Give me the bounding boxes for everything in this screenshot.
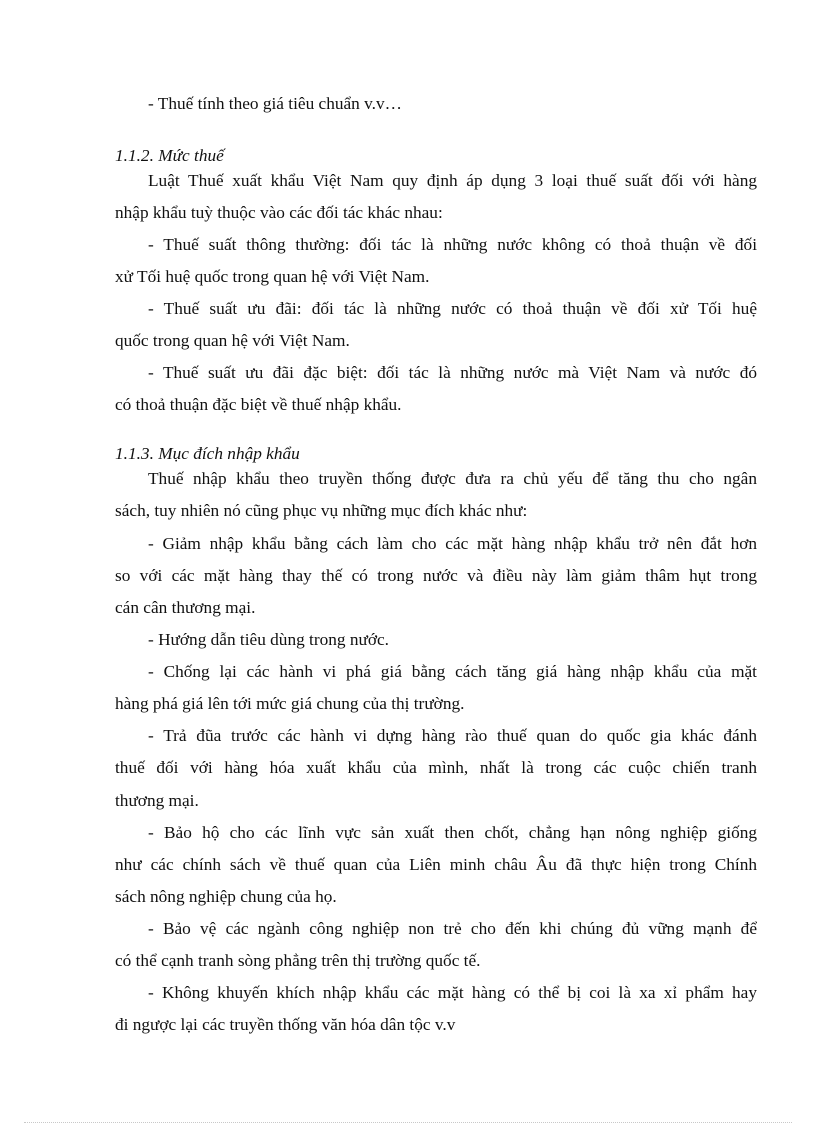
paragraph-line: sách, tuy nhiên nó cũng phục vụ những mục đích khác như: <box>115 501 528 520</box>
paragraph-line: xử Tối huệ quốc trong quan hệ với Việt Nam. <box>115 267 430 286</box>
paragraph-line: Luật Thuế xuất khẩu Việt Nam quy định áp dụng 3 loại thuế suất đối với hàng <box>148 171 757 190</box>
section-heading-1-1-2: 1.1.2. Mức thuế <box>115 146 224 165</box>
section-heading-1-1-3: 1.1.3. Mục đích nhập khẩu <box>115 444 300 463</box>
paragraph-line: sách nông nghiệp chung của họ. <box>115 887 337 906</box>
paragraph-line: thương mại. <box>115 791 199 810</box>
paragraph-line: nhập khẩu tuỳ thuộc vào các đối tác khác nhau: <box>115 203 443 222</box>
bullet-line: - Bảo hộ cho các lĩnh vực sản xuất then chốt, chẳng hạn nông nghiệp giống <box>148 823 757 842</box>
bullet-line: - Trả đũa trước các hành vi dựng hàng rào thuế quan do quốc gia khác đánh <box>148 726 757 745</box>
paragraph-line: có thể cạnh tranh sòng phẳng trên thị trường quốc tế. <box>115 951 481 970</box>
paragraph-line: Thuế nhập khẩu theo truyền thống được đưa ra chủ yếu để tăng thu cho ngân <box>148 469 757 488</box>
bullet-line: - Chống lại các hành vi phá giá bằng cách tăng giá hàng nhập khẩu của mặt <box>148 662 757 681</box>
bullet-line: - Thuế suất ưu đãi đặc biệt: đối tác là những nước mà Việt Nam và nước đó <box>148 363 757 382</box>
bullet-line: - Không khuyến khích nhập khẩu các mặt hàng có thể bị coi là xa xỉ phẩm hay <box>148 983 757 1002</box>
paragraph-line: có thoả thuận đặc biệt về thuế nhập khẩu. <box>115 395 402 414</box>
bullet-line: - Thuế suất ưu đãi: đối tác là những nước có thoả thuận về đối xử Tối huệ <box>148 299 757 318</box>
paragraph-line: cán cân thương mại. <box>115 598 256 617</box>
paragraph-line: như các chính sách về thuế quan của Liên minh châu Âu đã thực hiện trong Chính <box>115 855 757 874</box>
paragraph-line: thuế đối với hàng hóa xuất khẩu của mình, nhất là trong các cuộc chiến tranh <box>115 758 757 777</box>
bullet-line: - Bảo vệ các ngành công nghiệp non trẻ cho đến khi chúng đủ vững mạnh để <box>148 919 757 938</box>
paragraph-line: đi ngược lại các truyền thống văn hóa dân tộc v.v <box>115 1015 456 1034</box>
bullet-line: - Hướng dẫn tiêu dùng trong nước. <box>148 630 389 649</box>
paragraph-line: so với các mặt hàng thay thế có trong nước và điều này làm giảm thâm hụt trong <box>115 566 757 585</box>
bullet-line: - Thuế suất thông thường: đối tác là những nước không có thoả thuận về đối <box>148 235 757 254</box>
bullet-line: - Thuế tính theo giá tiêu chuẩn v.v… <box>148 94 402 113</box>
paragraph-line: quốc trong quan hệ với Việt Nam. <box>115 331 350 350</box>
bullet-line: - Giảm nhập khẩu bằng cách làm cho các mặt hàng nhập khẩu trở nên đắt hơn <box>148 534 757 553</box>
paragraph-line: hàng phá giá lên tới mức giá chung của thị trường. <box>115 694 465 713</box>
